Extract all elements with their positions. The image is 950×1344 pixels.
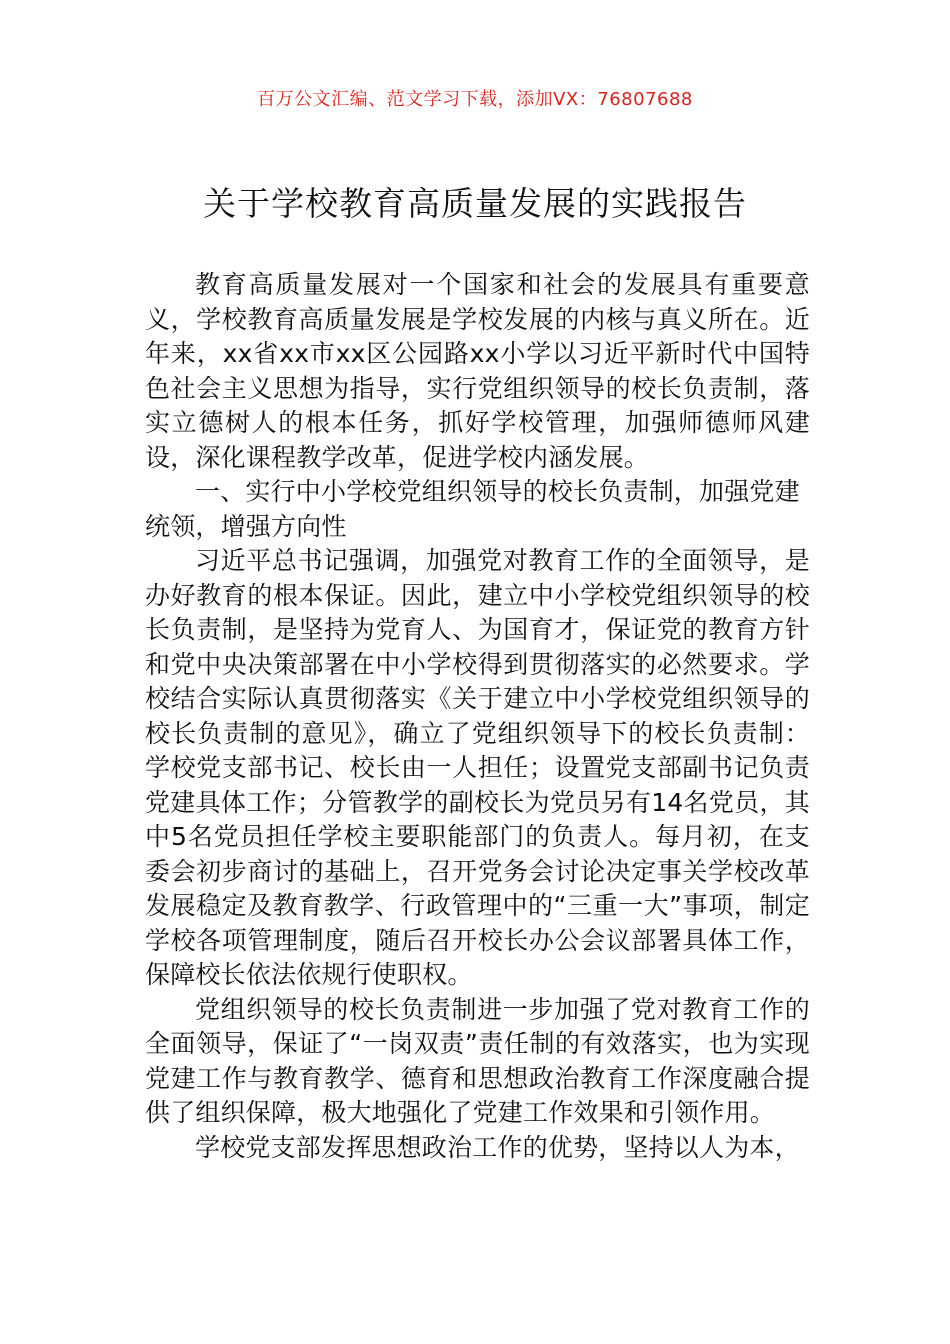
body-paragraph-leadership: 习近平总书记强调，加强党对教育工作的全面领导，是办好教育的根本保证。因此，建立中小学校党组织领导的校长负责制，是坚持为党育人、为国育才，保证党的教育方针和党中央决策部署在中小学校得到贯彻落实的必然要求。学校结合实际认真贯彻落实《关于建立中小学校党组织领导的校长负责制的意见》，确立了党组织领导下的校长负责制：学校党支部书记、校长由一人担任；设置党支部副书记负责党建具体工作；分管教学的副校长为党员另有14名党员，其中5名党员担任学校主要职能部门的负责人。每月初，在支委会初步商讨的基础上，召开党务会讨论决定事关学校改革发展稳定及教育教学、行政管理中的“三重一大”事项，制定学校各项管理制度，随后召开校长办公会议部署具体工作，保障校长依法依规行使职权。 xyxy=(145,546,810,989)
promo-header: 百万公文汇编、范文学习下载，添加VX：76807688 xyxy=(257,89,693,110)
document-body xyxy=(145,268,810,1165)
body-paragraph-continued: 学校党支部发挥思想政治工作的优势，坚持以人为本， xyxy=(195,1132,800,1162)
body-paragraph-effects: 党组织领导的校长负责制进一步加强了党对教育工作的全面领导，保证了“一岗双责”责任制的有效落实，也为实现党建工作与教育教学、德育和思想政治教育工作深度融合提供了组织保障，极大地强化了党建工作效果和引领作用。 xyxy=(145,994,810,1127)
intro-paragraph: 教育高质量发展对一个国家和社会的发展具有重要意义，学校教育高质量发展是学校发展的内核与真义所在。近年来，xx省xx市xx区公园路xx小学以习近平新时代中国特色社会主义思想为指导，实行党组织领导的校长负责制，落实立德树人的根本任务，抓好学校管理，加强师德师风建设，深化课程教学改革，促进学校内涵发展。 xyxy=(145,270,810,472)
section-heading-1: 一、实行中小学校党组织领导的校长负责制，加强党建统领，增强方向性 xyxy=(145,477,800,541)
document-title: 关于学校教育高质量发展的实践报告 xyxy=(203,184,747,223)
